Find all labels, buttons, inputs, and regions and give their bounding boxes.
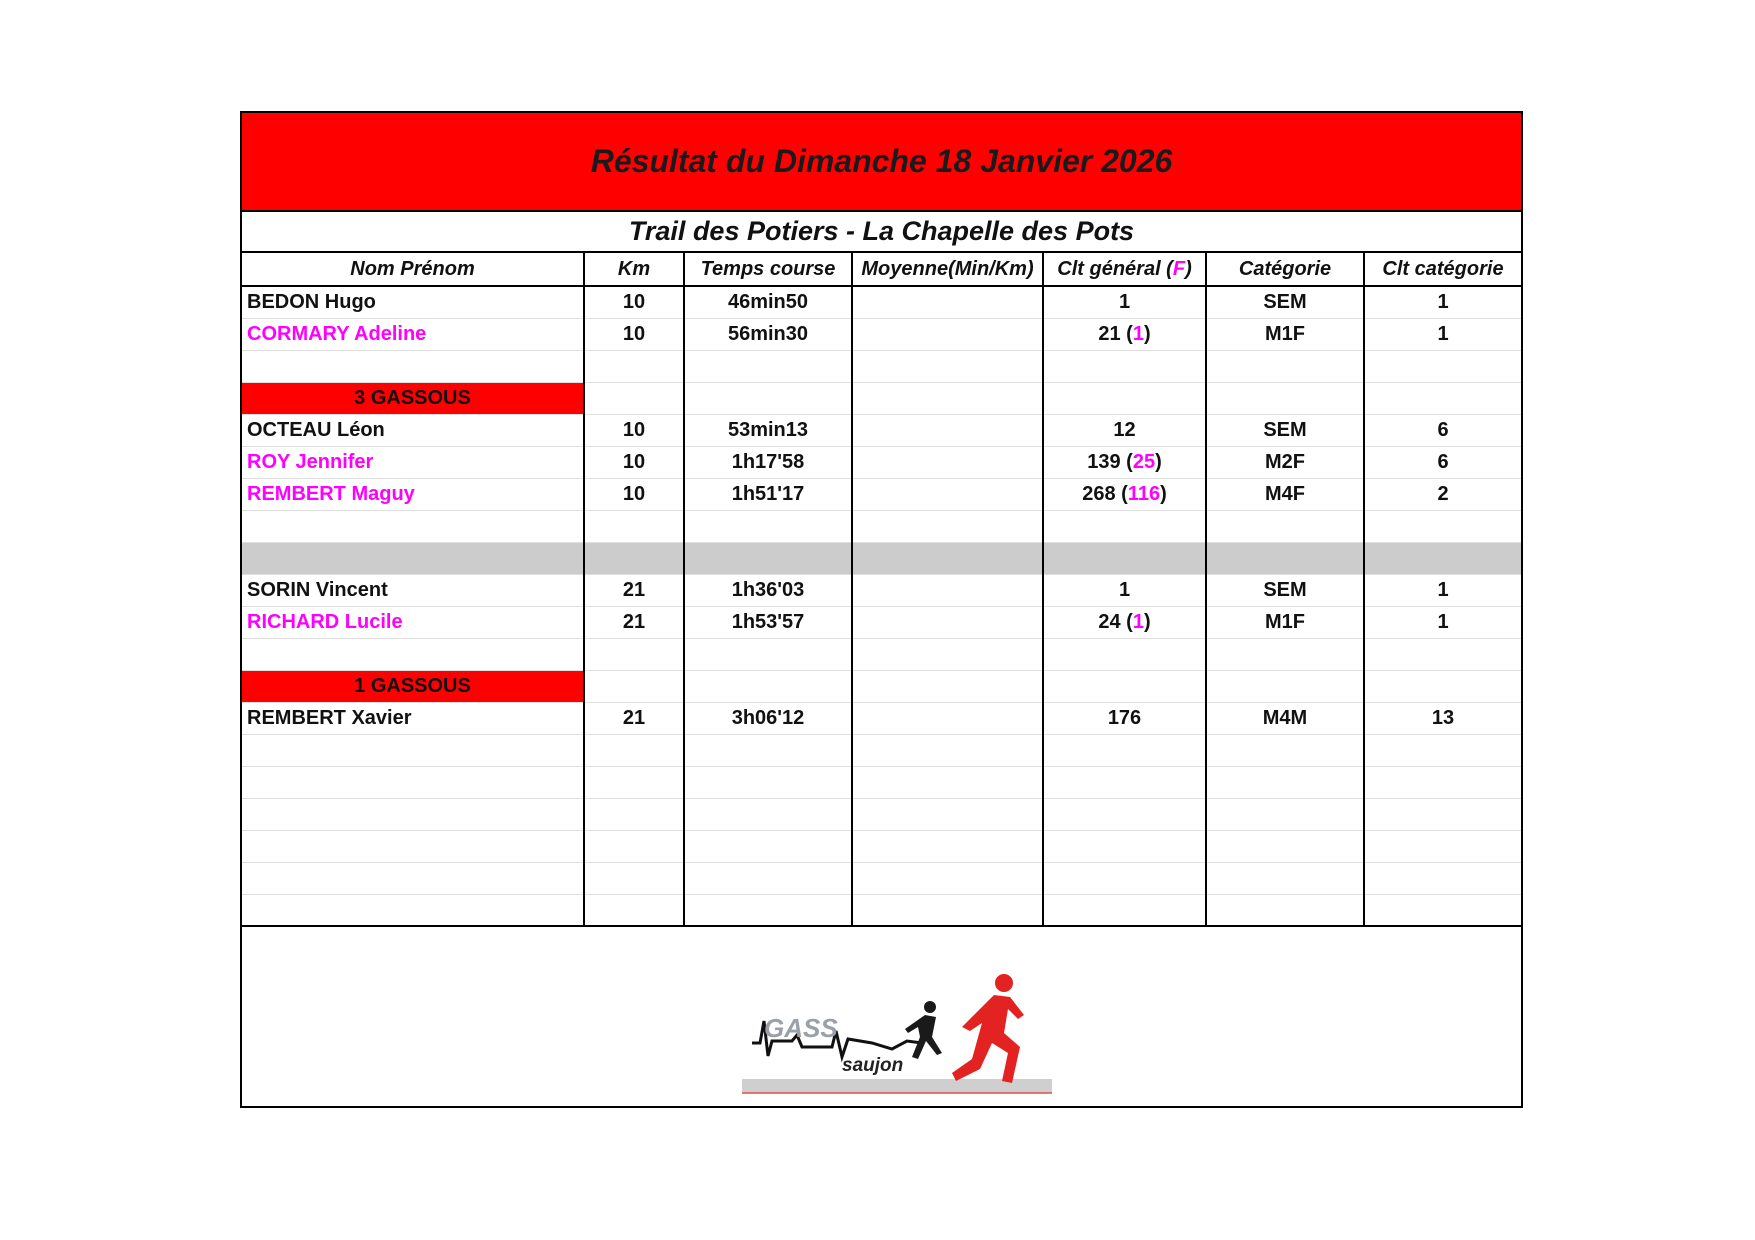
- col-header-category: Catégorie: [1206, 253, 1364, 286]
- general-rank: 12: [1043, 414, 1206, 446]
- avg-value: [852, 446, 1043, 478]
- title-banner: [242, 113, 1521, 212]
- general-rank: 139 (25): [1043, 446, 1206, 478]
- table-row: [242, 478, 1521, 510]
- empty-row: [242, 862, 1521, 894]
- table-row: [242, 286, 1521, 318]
- km-value: 10: [584, 286, 684, 318]
- avg-value: [852, 478, 1043, 510]
- category-value: M4F: [1206, 478, 1364, 510]
- col-header-name: Nom Prénom: [242, 253, 584, 286]
- general-rank: 1: [1043, 574, 1206, 606]
- avg-value: [852, 574, 1043, 606]
- page-title: Résultat du Dimanche 18 Janvier 2026: [590, 143, 1173, 179]
- table-row: [242, 414, 1521, 446]
- time-value: 46min50: [684, 286, 852, 318]
- category-rank: 1: [1364, 318, 1521, 350]
- col-header-general: Clt général (F): [1043, 253, 1206, 286]
- category-value: M4M: [1206, 702, 1364, 734]
- results-table: [242, 253, 1521, 927]
- avg-value: [852, 318, 1043, 350]
- runner-name: SORIN Vincent: [242, 574, 584, 606]
- category-rank: 2: [1364, 478, 1521, 510]
- results-sheet: [240, 111, 1523, 1108]
- category-rank: 1: [1364, 574, 1521, 606]
- group-label: 1 GASSOUS: [242, 670, 584, 702]
- time-value: 53min13: [684, 414, 852, 446]
- general-rank: 268 (116): [1043, 478, 1206, 510]
- time-value: 1h36'03: [684, 574, 852, 606]
- general-rank: 1: [1043, 286, 1206, 318]
- general-rank: 24 (1): [1043, 606, 1206, 638]
- category-rank: 6: [1364, 414, 1521, 446]
- col-header-km: Km: [584, 253, 684, 286]
- table-row: [242, 318, 1521, 350]
- empty-row: [242, 734, 1521, 766]
- empty-row: [242, 894, 1521, 926]
- avg-value: [852, 702, 1043, 734]
- category-rank: 6: [1364, 446, 1521, 478]
- col-header-time: Temps course: [684, 253, 852, 286]
- logo-word-saujon: saujon: [842, 1055, 904, 1076]
- separator-row: [242, 542, 1521, 574]
- gass-saujon-logo: [742, 971, 1052, 1101]
- km-value: 21: [584, 606, 684, 638]
- runner-name: OCTEAU Léon: [242, 414, 584, 446]
- category-value: M1F: [1206, 606, 1364, 638]
- empty-row: [242, 638, 1521, 670]
- category-value: M2F: [1206, 446, 1364, 478]
- time-value: 1h53'57: [684, 606, 852, 638]
- runner-name: CORMARY Adeline: [242, 318, 584, 350]
- group-label: 3 GASSOUS: [242, 382, 584, 414]
- category-value: SEM: [1206, 574, 1364, 606]
- avg-value: [852, 414, 1043, 446]
- km-value: 21: [584, 574, 684, 606]
- category-value: M1F: [1206, 318, 1364, 350]
- table-row: [242, 446, 1521, 478]
- time-value: 1h51'17: [684, 478, 852, 510]
- header-row: [242, 253, 1521, 286]
- empty-row: [242, 350, 1521, 382]
- table-row: [242, 702, 1521, 734]
- time-value: 1h17'58: [684, 446, 852, 478]
- logo-area: [242, 956, 1521, 1106]
- table-row: [242, 606, 1521, 638]
- runner-name: REMBERT Maguy: [242, 478, 584, 510]
- category-rank: 13: [1364, 702, 1521, 734]
- category-value: SEM: [1206, 414, 1364, 446]
- empty-row: [242, 798, 1521, 830]
- runner-name: REMBERT Xavier: [242, 702, 584, 734]
- avg-value: [852, 606, 1043, 638]
- empty-row: [242, 830, 1521, 862]
- empty-row: [242, 766, 1521, 798]
- km-value: 10: [584, 446, 684, 478]
- race-subtitle: Trail des Potiers - La Chapelle des Pots: [628, 216, 1135, 246]
- col-header-avg: Moyenne(Min/Km): [852, 253, 1043, 286]
- logo-word-gass: GASS: [764, 1013, 838, 1043]
- runner-name: ROY Jennifer: [242, 446, 584, 478]
- km-value: 21: [584, 702, 684, 734]
- general-rank: 21 (1): [1043, 318, 1206, 350]
- empty-row: [242, 510, 1521, 542]
- table-row: [242, 574, 1521, 606]
- time-value: 56min30: [684, 318, 852, 350]
- group-row: [242, 382, 1521, 414]
- group-row: [242, 670, 1521, 702]
- category-rank: 1: [1364, 286, 1521, 318]
- runner-name: RICHARD Lucile: [242, 606, 584, 638]
- subtitle-bar: [242, 212, 1521, 253]
- category-value: SEM: [1206, 286, 1364, 318]
- col-header-cat-rank: Clt catégorie: [1364, 253, 1521, 286]
- general-rank: 176: [1043, 702, 1206, 734]
- runner-name: BEDON Hugo: [242, 286, 584, 318]
- km-value: 10: [584, 478, 684, 510]
- time-value: 3h06'12: [684, 702, 852, 734]
- km-value: 10: [584, 318, 684, 350]
- avg-value: [852, 286, 1043, 318]
- category-rank: 1: [1364, 606, 1521, 638]
- km-value: 10: [584, 414, 684, 446]
